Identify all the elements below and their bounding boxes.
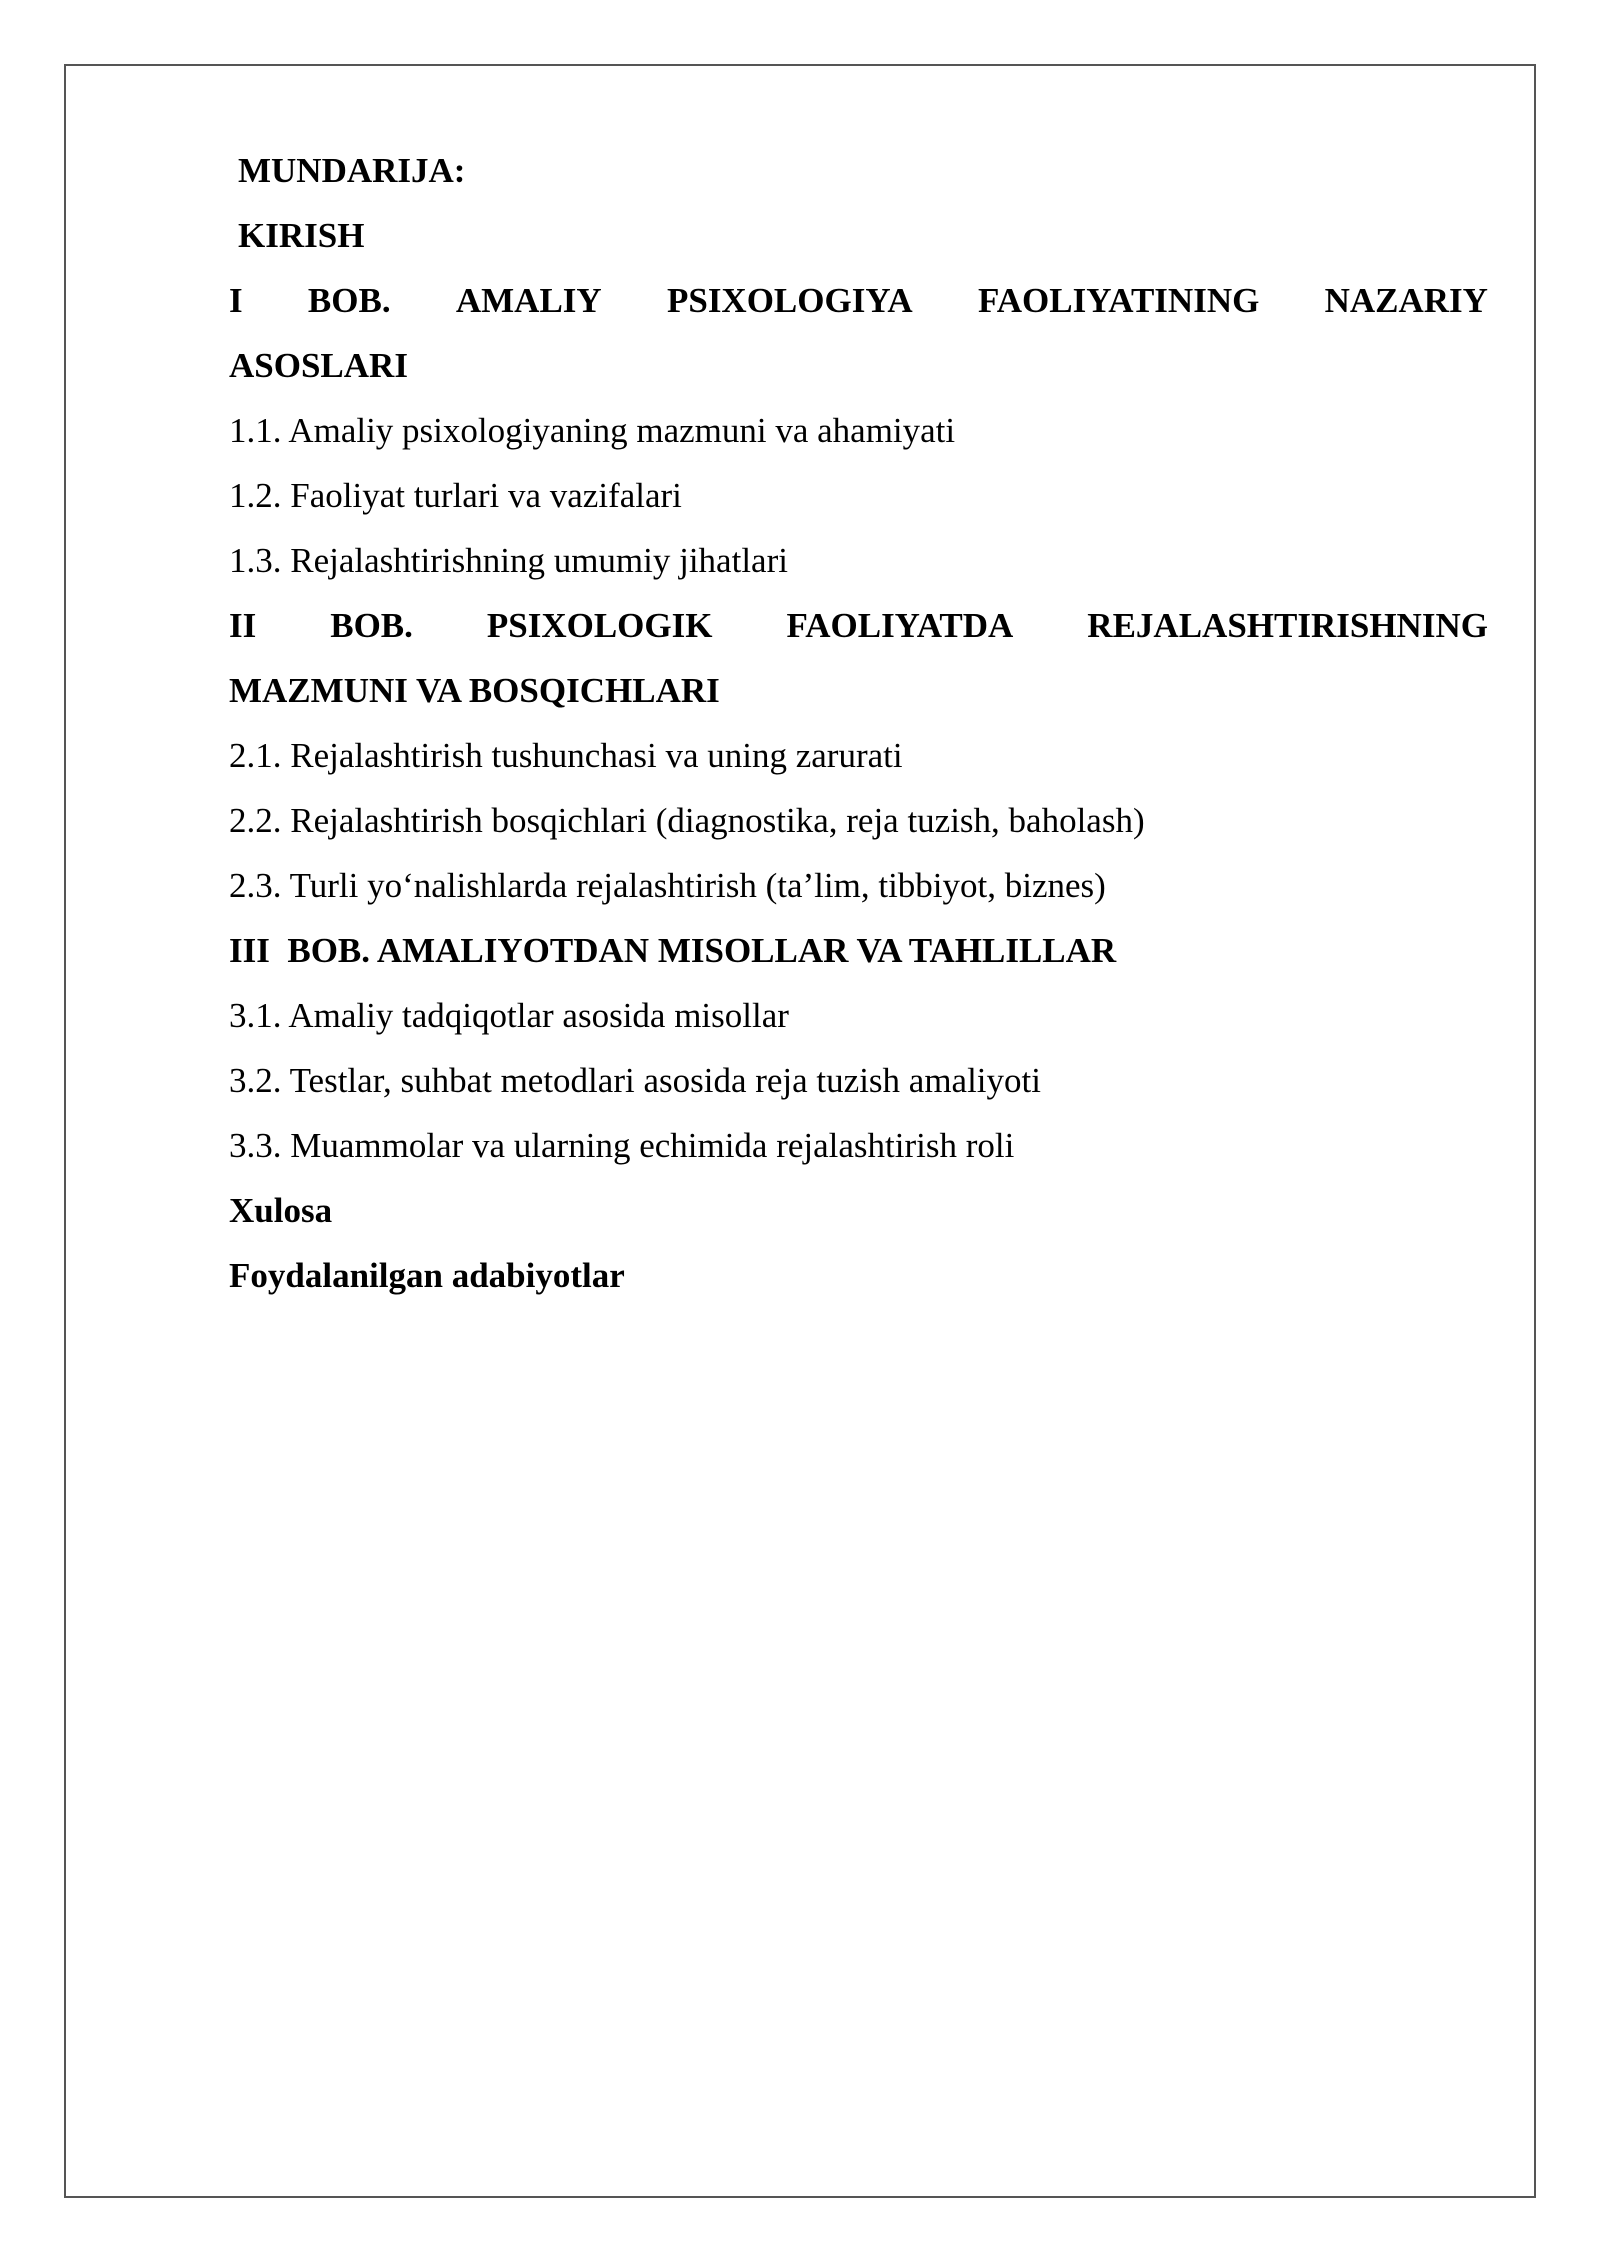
chapter2-word: BOB. — [330, 606, 413, 645]
chapter1-word: BOB. — [307, 281, 391, 320]
chapter1-heading — [229, 268, 1488, 333]
section-3-2: 3.2. Testlar, suhbat metodlari asosida reja tuzish amaliyoti — [229, 1061, 1041, 1100]
chapter1-word: NAZARIY — [1324, 281, 1488, 320]
chapter2-word: REJALASHTIRISHNING — [1087, 606, 1488, 645]
chapter2-heading-continuation: MAZMUNI VA BOSQICHLARI — [229, 671, 720, 710]
toc-conclusion: Xulosa — [229, 1191, 333, 1230]
chapter1-heading-continuation: ASOSLARI — [229, 346, 408, 385]
section-2-1: 2.1. Rejalashtirish tushunchasi va uning zarurati — [229, 736, 903, 775]
section-2-3: 2.3. Turli yo‘nalishlarda rejalashtirish (ta’lim, tibbiyot, biznes) — [229, 866, 1106, 905]
toc-references: Foydalanilgan adabiyotlar — [229, 1256, 625, 1295]
section-3-1: 3.1. Amaliy tadqiqotlar asosida misollar — [229, 996, 789, 1035]
table-of-contents — [229, 138, 1488, 1308]
section-1-2: 1.2. Faoliyat turlari va vazifalari — [229, 476, 682, 515]
chapter1-word: AMALIY — [455, 281, 602, 320]
toc-intro: KIRISH — [238, 216, 365, 255]
toc-title: MUNDARIJA: — [238, 151, 466, 190]
section-1-1: 1.1. Amaliy psixologiyaning mazmuni va ahamiyati — [229, 411, 956, 450]
section-1-3: 1.3. Rejalashtirishning umumiy jihatlari — [229, 541, 788, 580]
chapter1-word: I — [229, 281, 243, 320]
chapter3-heading: III BOB. AMALIYOTDAN MISOLLAR VA TAHLILLAR — [229, 931, 1117, 970]
chapter2-word: PSIXOLOGIK — [486, 606, 713, 645]
chapter1-word: PSIXOLOGIYA — [666, 281, 913, 320]
chapter2-heading — [229, 593, 1488, 658]
section-3-3: 3.3. Muammolar va ularning echimida rejalashtirish roli — [229, 1126, 1015, 1165]
chapter2-word: II — [229, 606, 257, 645]
chapter1-word: FAOLIYATINING — [977, 281, 1260, 320]
section-2-2: 2.2. Rejalashtirish bosqichlari (diagnostika, reja tuzish, baholash) — [229, 801, 1145, 840]
chapter2-word: FAOLIYATDA — [786, 606, 1014, 645]
